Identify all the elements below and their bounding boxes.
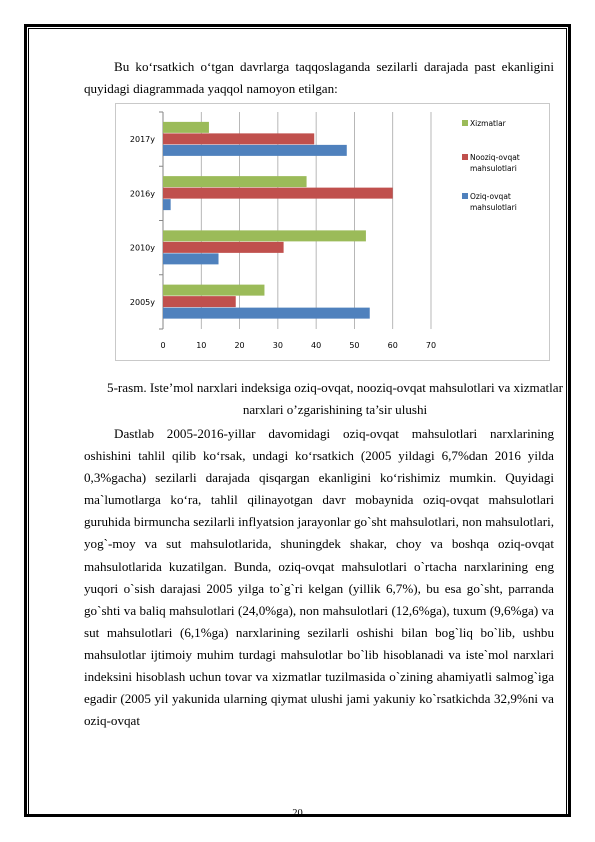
y-category-label: 2010y <box>129 243 155 253</box>
legend-label: Oziq-ovqat <box>470 192 511 201</box>
bar-xizmatlar-2017y <box>163 122 209 133</box>
x-tick-label: 0 <box>160 341 166 350</box>
page-number: 20 <box>292 808 303 819</box>
legend-label: Xizmatlar <box>470 119 506 128</box>
bar-oziq-ovqat-mahsulotlari-2005y <box>163 308 370 319</box>
bar-chart-container <box>115 103 550 361</box>
figure-caption: 5-rasm. Iste’mol narxlari indeksiga oziq-ovqat, nooziq-ovqat mahsulotlari va xizmatlar narxlari o’zgarishining ta’sir ulushi <box>107 380 563 418</box>
bar-oziq-ovqat-mahsulotlari-2017y <box>163 145 347 156</box>
x-tick-label: 30 <box>272 341 283 350</box>
y-category-label: 2016y <box>129 189 155 199</box>
bar-oziq-ovqat-mahsulotlari-2016y <box>163 199 171 210</box>
x-tick-label: 20 <box>234 341 245 350</box>
legend-label: Nooziq-ovqat <box>470 153 520 162</box>
y-category-label: 2005y <box>129 297 155 307</box>
bar-nooziq-ovqat-mahsulotlari-2017y <box>163 133 314 144</box>
body-paragraph: Dastlab 2005-2016-yillar davomidagi oziq-ovqat mahsulotlari narxlarining oshishini tahlil qilib ko‘rsak, undagi ko‘rsatkich (2005 yildagi 6,7%dan 2016 yilda 0,3%gacha) sezilarli darajada qisqargan ekanligini ko‘rishimiz mumkin. Quyidagi ma`lumotlarga ko‘ra, tahlil qilinayotgan davr mobaynida oziq-ovqat mahsulotlari guruhida birmuncha sezilarli inflyatsion jarayonlar go`sht mahsulotlari, non mahsulotlari, yog`-moy va sut mahsulotlarida, shuningdek shakar, choy va boshqa oziq-ovqat mahsulotlarida kuzatilgan. Bunda, oziq-ovqat mahsulotlari o`rtacha narxlarining eng yuqori o`sish darajasi 2005 yilga to`g`ri kelgan (yillik 6,7%), bu esa go`sht, parranda go`shti va baliq mahsulotlari (24,0%ga), non mahsulotlari (12,6%ga), tuxum (9,6%ga) va sut mahsulotlari (6,1%ga) narxlarining sezilarli oshishi bilan bog`liq bo`lib, ushbu mahsulotlar ijtimoiy muhim turdagi mahsulotlar bo`lib hisoblanadi va iste`mol narxlari indeksini hisoblash uchun tovar va xizmatlar tuzilmasida o`zining ahamiyatli salmog`iga egadir (2005 yil yakunida ularning qiymat ulushi jami yakuniy ko`rsatkichda 32,9%ni va oziq-ovqat <box>84 426 554 729</box>
legend-swatch <box>462 154 468 160</box>
x-tick-label: 10 <box>196 341 207 350</box>
bar-xizmatlar-2010y <box>163 230 366 241</box>
bar-chart <box>116 104 549 360</box>
bar-nooziq-ovqat-mahsulotlari-2010y <box>163 242 284 253</box>
legend-swatch <box>462 120 468 126</box>
legend-label: mahsulotlari <box>470 203 517 212</box>
bar-xizmatlar-2005y <box>163 285 264 296</box>
bar-oziq-ovqat-mahsulotlari-2010y <box>163 253 219 264</box>
x-tick-label: 50 <box>349 341 360 350</box>
x-tick-label: 40 <box>311 341 322 350</box>
bar-nooziq-ovqat-mahsulotlari-2016y <box>163 188 393 199</box>
legend-swatch <box>462 193 468 199</box>
bar-xizmatlar-2016y <box>163 176 307 187</box>
y-category-label: 2017y <box>129 135 155 145</box>
x-tick-label: 60 <box>387 341 398 350</box>
x-tick-label: 70 <box>425 341 437 350</box>
legend-label: mahsulotlari <box>470 164 517 173</box>
intro-paragraph: Bu ko‘rsatkich o‘tgan davrlarga taqqoslaganda sezilarli darajada past ekanligini quyidagi diagrammada yaqqol namoyon etilgan: <box>84 59 554 97</box>
bar-nooziq-ovqat-mahsulotlari-2005y <box>163 296 236 307</box>
